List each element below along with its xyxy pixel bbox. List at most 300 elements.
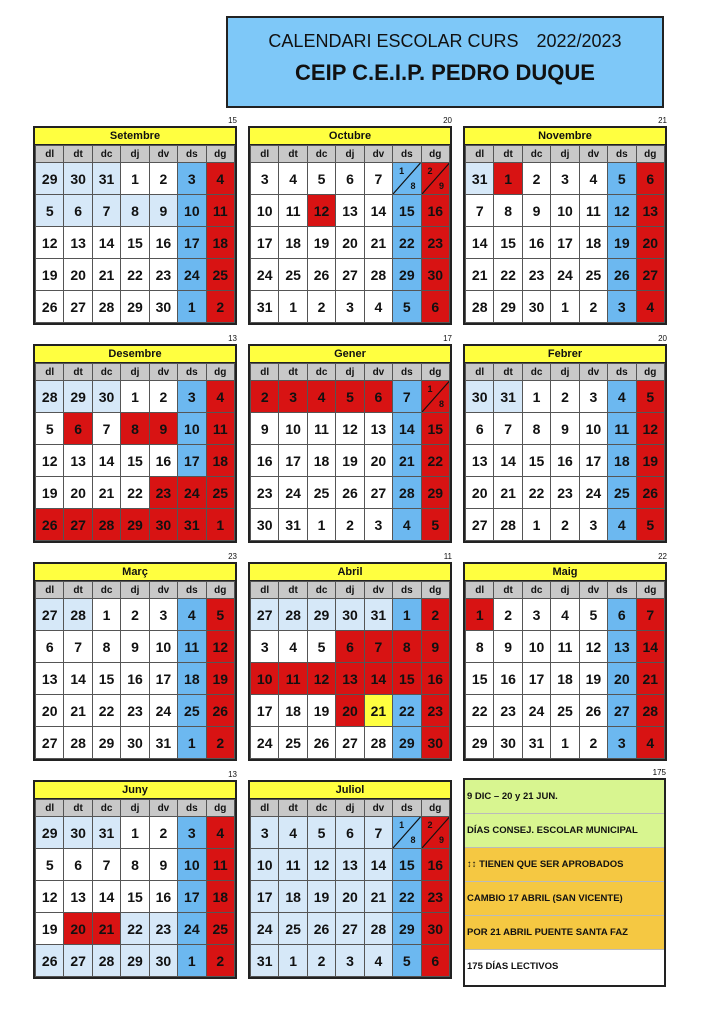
day-cell: 8 [393, 631, 421, 663]
month-name: Març [35, 564, 235, 581]
weekday-header: dv [364, 582, 392, 599]
day-cell: 12 [307, 195, 335, 227]
day-cell: 11 [551, 631, 579, 663]
weekday-header: dg [421, 146, 449, 163]
day-cell: 18 [206, 227, 234, 259]
day-cell: 25 [206, 913, 234, 945]
day-cell: 21 [92, 259, 120, 291]
weekday-header: dl [251, 364, 279, 381]
day-cell: 2 [149, 163, 177, 195]
day-cell: 8 [121, 413, 149, 445]
month-school-days: 15 [228, 116, 237, 125]
note-item: CAMBIO 17 ABRIL (SAN VICENTE) [465, 882, 664, 916]
weekday-header: dc [307, 800, 335, 817]
day-cell: 7 [64, 631, 92, 663]
day-cell: 15 [494, 227, 522, 259]
day-cell: 15 [121, 445, 149, 477]
month-name: Novembre [465, 128, 665, 145]
day-cell: 18 [206, 881, 234, 913]
weekday-header: dl [466, 364, 494, 381]
day-cell: 1 [121, 381, 149, 413]
day-cell: 2 [579, 727, 607, 759]
day-cell: 14 [364, 663, 392, 695]
day-cell: 7 [636, 599, 664, 631]
weekday-header: dg [206, 146, 234, 163]
day-cell: 4 [206, 817, 234, 849]
month-juny [33, 770, 237, 979]
day-cell: 5 [307, 817, 335, 849]
day-cell: 15 [393, 849, 421, 881]
day-cell: 4 [364, 945, 392, 977]
day-cell: 1 [279, 945, 307, 977]
day-cell: 19 [307, 695, 335, 727]
day-cell: 4 [364, 291, 392, 323]
note-item: DÍAS CONSEJ. ESCOLAR MUNICIPAL [465, 814, 664, 848]
day-cell: 19 [608, 227, 636, 259]
day-cell: 6 [608, 599, 636, 631]
day-cell: 26 [36, 945, 64, 977]
day-cell: 30 [64, 817, 92, 849]
day-cell: 26 [608, 259, 636, 291]
day-cell: 17 [178, 445, 206, 477]
weekday-header: ds [608, 146, 636, 163]
day-cell: 3 [608, 727, 636, 759]
day-cell: 18 [279, 881, 307, 913]
weekday-header: ds [178, 582, 206, 599]
day-cell: 24 [279, 477, 307, 509]
day-cell: 28 [364, 259, 392, 291]
month-school-days: 13 [228, 334, 237, 343]
day-cell: 15 [121, 881, 149, 913]
month-school-days: 20 [443, 116, 452, 125]
day-cell: 7 [466, 195, 494, 227]
day-cell: 9 [421, 631, 449, 663]
day-cell: 14 [494, 445, 522, 477]
day-cell: 3 [178, 163, 206, 195]
weekday-header: dg [636, 582, 664, 599]
day-cell: 10 [178, 195, 206, 227]
day-cell: 28 [364, 913, 392, 945]
day-cell: 5 [636, 381, 664, 413]
weekday-header: dt [64, 582, 92, 599]
day-cell: 6 [636, 163, 664, 195]
day-cell: 16 [149, 881, 177, 913]
day-cell: 21 [636, 663, 664, 695]
day-cell: 24 [149, 695, 177, 727]
day-cell: 20 [64, 913, 92, 945]
weekday-header: dg [421, 364, 449, 381]
day-cell: 5 [393, 945, 421, 977]
day-cell: 11 [178, 631, 206, 663]
day-cell: 24 [251, 259, 279, 291]
day-cell: 8 [522, 413, 550, 445]
day-cell: 22 [522, 477, 550, 509]
day-cell: 5 [36, 413, 64, 445]
day-cell: 31 [149, 727, 177, 759]
day-cell: 24 [178, 913, 206, 945]
day-cell: 28 [466, 291, 494, 323]
day-cell: 7 [364, 163, 392, 195]
day-cell: 19 [36, 259, 64, 291]
day-cell: 20 [466, 477, 494, 509]
weekday-header: dv [579, 364, 607, 381]
day-cell: 21 [364, 881, 392, 913]
day-cell: 1 [522, 509, 550, 541]
note-item: POR 21 ABRIL PUENTE SANTA FAZ [465, 916, 664, 950]
day-cell: 27 [636, 259, 664, 291]
weekday-header: ds [608, 582, 636, 599]
day-cell: 31 [364, 599, 392, 631]
day-cell: 6 [466, 413, 494, 445]
day-cell: 10 [178, 849, 206, 881]
day-cell: 14 [364, 849, 392, 881]
day-cell: 25 [206, 477, 234, 509]
day-cell: 29 [393, 259, 421, 291]
day-cell: 13 [364, 413, 392, 445]
weekday-header: dj [551, 364, 579, 381]
day-cell: 8 [494, 195, 522, 227]
day-cell: 26 [579, 695, 607, 727]
month-school-days: 11 [443, 552, 452, 561]
day-cell: 30 [421, 727, 449, 759]
day-cell: 23 [421, 881, 449, 913]
day-cell: 5 [307, 163, 335, 195]
day-cell: 31 [178, 509, 206, 541]
day-cell: 22 [421, 445, 449, 477]
weekday-header: ds [393, 146, 421, 163]
day-cell: 19 [307, 881, 335, 913]
day-cell: 1 [121, 817, 149, 849]
weekday-header: dt [279, 146, 307, 163]
day-cell: 10 [251, 849, 279, 881]
day-cell: 26 [206, 695, 234, 727]
day-cell: 13 [336, 195, 364, 227]
day-cell: 4 [279, 631, 307, 663]
note-item: ↕↕ TIENEN QUE SER APROBADOS [465, 848, 664, 882]
day-cell: 19 [307, 227, 335, 259]
weekday-header: dj [551, 582, 579, 599]
month-març [33, 552, 237, 761]
day-cell: 29 [393, 727, 421, 759]
month-setembre [33, 116, 237, 325]
day-cell: 17 [149, 663, 177, 695]
weekday-header: dg [421, 800, 449, 817]
day-cell: 5 [206, 599, 234, 631]
day-cell: 21 [364, 695, 392, 727]
day-cell: 1 [466, 599, 494, 631]
day-cell: 6 [421, 291, 449, 323]
day-cell: 29 [466, 727, 494, 759]
day-cell: 29 [64, 381, 92, 413]
day-cell: 8 [92, 631, 120, 663]
day-cell: 13 [36, 663, 64, 695]
day-cell: 31 [251, 291, 279, 323]
day-cell: 20 [336, 695, 364, 727]
day-cell: 11 [307, 413, 335, 445]
day-cell: 1 [551, 291, 579, 323]
day-cell: 22 [494, 259, 522, 291]
month-name: Abril [250, 564, 450, 581]
day-cell: 14 [92, 227, 120, 259]
day-cell: 18 [279, 227, 307, 259]
day-cell: 27 [364, 477, 392, 509]
day-cell: 14 [393, 413, 421, 445]
day-cell: 13 [64, 445, 92, 477]
day-cell: 11 [279, 663, 307, 695]
day-cell: 30 [149, 291, 177, 323]
weekday-header: dl [466, 582, 494, 599]
day-cell: 7 [364, 631, 392, 663]
day-cell: 15 [522, 445, 550, 477]
day-cell: 24 [178, 477, 206, 509]
day-cell: 31 [522, 727, 550, 759]
day-cell: 7 [494, 413, 522, 445]
day-cell: 1 8 [393, 817, 421, 849]
month-name: Desembre [35, 346, 235, 363]
day-cell: 14 [92, 445, 120, 477]
day-cell: 17 [522, 663, 550, 695]
month-name: Octubre [250, 128, 450, 145]
day-cell: 24 [551, 259, 579, 291]
day-cell: 7 [364, 817, 392, 849]
day-cell: 1 8 [421, 381, 449, 413]
day-cell: 13 [636, 195, 664, 227]
day-cell: 27 [64, 945, 92, 977]
day-cell: 22 [121, 259, 149, 291]
day-cell: 30 [494, 727, 522, 759]
day-cell: 3 [178, 381, 206, 413]
day-cell: 6 [336, 163, 364, 195]
day-cell: 27 [64, 509, 92, 541]
weekday-header: dt [279, 582, 307, 599]
day-cell: 26 [307, 913, 335, 945]
month-name: Juliol [250, 782, 450, 799]
day-cell: 9 [551, 413, 579, 445]
day-cell: 16 [149, 445, 177, 477]
day-cell: 13 [64, 227, 92, 259]
day-cell: 27 [336, 913, 364, 945]
day-cell: 17 [251, 881, 279, 913]
day-cell: 23 [149, 913, 177, 945]
weekday-header: dj [121, 364, 149, 381]
day-cell: 1 [279, 291, 307, 323]
day-cell: 30 [64, 163, 92, 195]
day-cell: 2 [206, 945, 234, 977]
day-cell: 26 [636, 477, 664, 509]
day-cell: 21 [364, 227, 392, 259]
day-cell: 29 [36, 817, 64, 849]
day-cell: 13 [466, 445, 494, 477]
day-cell: 31 [466, 163, 494, 195]
day-cell: 7 [92, 849, 120, 881]
day-cell: 6 [364, 381, 392, 413]
weekday-header: dj [121, 800, 149, 817]
day-cell: 30 [522, 291, 550, 323]
day-cell: 9 [522, 195, 550, 227]
weekday-header: dc [307, 146, 335, 163]
day-cell: 29 [121, 945, 149, 977]
day-cell: 29 [421, 477, 449, 509]
day-cell: 28 [494, 509, 522, 541]
day-cell: 6 [421, 945, 449, 977]
day-cell: 20 [608, 663, 636, 695]
day-cell: 25 [608, 477, 636, 509]
day-cell: 20 [64, 477, 92, 509]
day-cell: 13 [608, 631, 636, 663]
day-cell: 19 [579, 663, 607, 695]
day-cell: 23 [494, 695, 522, 727]
day-cell: 11 [279, 849, 307, 881]
day-cell: 11 [206, 849, 234, 881]
weekday-header: dc [307, 582, 335, 599]
day-cell: 2 [551, 381, 579, 413]
day-cell: 27 [336, 727, 364, 759]
day-cell: 29 [121, 509, 149, 541]
day-cell: 21 [393, 445, 421, 477]
day-cell: 3 [251, 817, 279, 849]
day-cell: 6 [64, 849, 92, 881]
day-cell: 12 [579, 631, 607, 663]
weekday-header: dc [522, 146, 550, 163]
day-cell: 24 [522, 695, 550, 727]
day-cell: 24 [251, 727, 279, 759]
day-cell: 20 [64, 259, 92, 291]
day-cell: 1 [522, 381, 550, 413]
day-cell: 22 [92, 695, 120, 727]
day-cell: 27 [36, 727, 64, 759]
day-cell: 1 [178, 727, 206, 759]
day-cell: 2 [121, 599, 149, 631]
day-cell: 4 [636, 727, 664, 759]
day-cell: 13 [336, 849, 364, 881]
day-cell: 24 [579, 477, 607, 509]
day-cell: 25 [579, 259, 607, 291]
day-cell: 15 [393, 195, 421, 227]
day-cell: 24 [178, 259, 206, 291]
day-cell: 6 [336, 631, 364, 663]
day-cell: 17 [579, 445, 607, 477]
weekday-header: dc [522, 364, 550, 381]
day-cell: 10 [551, 195, 579, 227]
day-cell: 10 [279, 413, 307, 445]
day-cell: 12 [36, 445, 64, 477]
day-cell: 15 [121, 227, 149, 259]
month-juliol [248, 770, 452, 979]
day-cell: 28 [64, 727, 92, 759]
month-school-days [248, 770, 452, 780]
day-cell: 30 [149, 945, 177, 977]
day-cell: 1 [393, 599, 421, 631]
day-cell: 18 [178, 663, 206, 695]
day-cell: 1 [494, 163, 522, 195]
day-cell: 14 [466, 227, 494, 259]
day-cell: 21 [64, 695, 92, 727]
day-cell: 15 [421, 413, 449, 445]
weekday-header: dv [579, 146, 607, 163]
day-cell: 4 [608, 381, 636, 413]
day-cell: 9 [494, 631, 522, 663]
day-cell: 18 [206, 445, 234, 477]
day-cell: 22 [466, 695, 494, 727]
day-cell: 10 [579, 413, 607, 445]
day-cell: 3 [251, 163, 279, 195]
header-year: 2022/2023 [536, 31, 622, 51]
day-cell: 12 [636, 413, 664, 445]
day-cell: 2 9 [421, 817, 449, 849]
day-cell: 3 [251, 631, 279, 663]
day-cell: 5 [36, 195, 64, 227]
day-cell: 15 [92, 663, 120, 695]
day-cell: 2 [494, 599, 522, 631]
day-cell: 14 [364, 195, 392, 227]
weekday-header: dl [251, 800, 279, 817]
day-cell: 8 [121, 195, 149, 227]
weekday-header: dt [64, 364, 92, 381]
day-cell: 29 [393, 913, 421, 945]
day-cell: 4 [206, 163, 234, 195]
day-cell: 22 [121, 477, 149, 509]
day-cell: 3 [579, 381, 607, 413]
day-cell: 27 [64, 291, 92, 323]
day-cell: 1 [178, 945, 206, 977]
month-name: Febrer [465, 346, 665, 363]
weekday-header: dv [149, 146, 177, 163]
weekday-header: dj [336, 146, 364, 163]
day-cell: 17 [178, 227, 206, 259]
day-cell: 1 [551, 727, 579, 759]
day-cell: 16 [494, 663, 522, 695]
day-cell: 3 [579, 509, 607, 541]
day-cell: 23 [522, 259, 550, 291]
day-cell: 25 [279, 259, 307, 291]
day-cell: 3 [336, 291, 364, 323]
weekday-header: dt [494, 364, 522, 381]
day-cell: 2 [307, 291, 335, 323]
day-cell: 21 [466, 259, 494, 291]
day-cell: 19 [36, 477, 64, 509]
day-cell: 5 [421, 509, 449, 541]
weekday-header: dv [149, 582, 177, 599]
month-febrer [463, 334, 667, 543]
day-cell: 5 [336, 381, 364, 413]
day-cell: 3 [178, 817, 206, 849]
day-cell: 27 [608, 695, 636, 727]
day-cell: 23 [121, 695, 149, 727]
day-cell: 19 [336, 445, 364, 477]
day-cell: 7 [92, 413, 120, 445]
day-cell: 12 [608, 195, 636, 227]
weekday-header: dc [92, 364, 120, 381]
day-cell: 3 [551, 163, 579, 195]
weekday-header: dv [364, 364, 392, 381]
weekday-header: dg [206, 582, 234, 599]
day-cell: 2 [206, 727, 234, 759]
weekday-header: dv [364, 146, 392, 163]
day-cell: 23 [149, 477, 177, 509]
month-novembre [463, 116, 667, 325]
day-cell: 18 [279, 695, 307, 727]
day-cell: 29 [494, 291, 522, 323]
day-cell: 29 [36, 163, 64, 195]
day-cell: 6 [64, 413, 92, 445]
day-cell: 29 [121, 291, 149, 323]
weekday-header: dg [636, 364, 664, 381]
day-cell: 16 [421, 849, 449, 881]
day-cell: 16 [421, 195, 449, 227]
day-cell: 23 [421, 227, 449, 259]
day-cell: 14 [636, 631, 664, 663]
day-cell: 5 [636, 509, 664, 541]
